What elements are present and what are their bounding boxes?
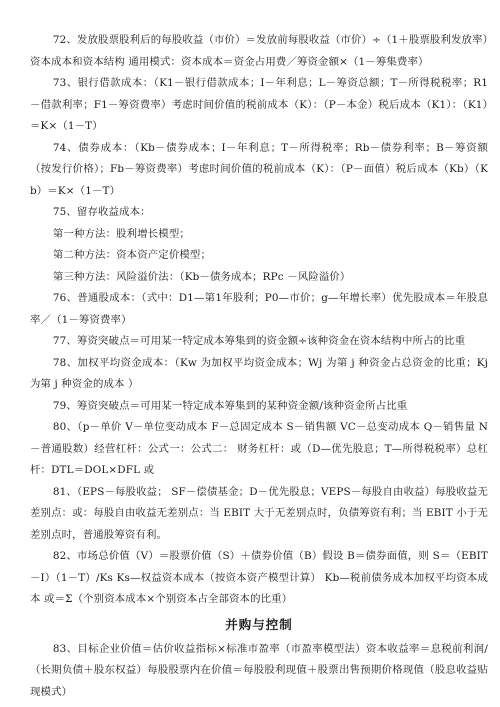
formula-item-76: 76、普通股成本：（式中：D1—第1年股利；P0—市价；g—年增长率）优先股成本＝年股息率／（1－筹资费率） — [30, 292, 488, 326]
document-page — [30, 30, 488, 703]
method-three: 第三种方法：风险溢价法：（Kb－债务成本；RPc －风险溢价） — [52, 270, 351, 283]
formula-item-72: 72、发放股票股利后的每股收益（市价）＝发放前每股收益（市价）÷（1＋股票股利发放率）资本成本和资本结构 通用模式：资本成本＝资金占用费／筹资金额×（1－筹集费率） — [30, 34, 488, 68]
method-one: 第一种方法：股利增长模型； — [52, 227, 190, 240]
formula-item-83: 83、目标企业价值＝估价收益指标×标准市盈率（市盈率模型法）资本收益率＝息税前利润/（长期负债＋股东权益）每股股票内在价值＝每股股利现值＋股票出售预期价格现值（股息收益贴现模式） — [30, 642, 488, 698]
formula-item-77: 77、筹资突破点＝可用某一特定成本筹集到的资金额÷该种资金在资本结构中所占的比重 — [52, 335, 466, 347]
formula-list — [30, 30, 488, 611]
formula-item-75: 75、留存收益成本： — [52, 206, 151, 218]
formula-item-79: 79、筹资突破点＝可用某一特定成本筹集到的某种资金额/该种资金所占比重 — [52, 399, 408, 412]
formula-item-78: 78、加权平均资金成本：（Kw 为加权平均资金成本；Wj 为第 j 种资金占总资金的比重；Kj 为第 j 种资金的成本 ） — [30, 356, 488, 390]
formula-item-80: 80、（p－单价 V－单位变动成本 F－总固定成本 S－销售额 VC－总变动成本 Q－销售量 N－普通股数）经营杠杆：公式一：公式二： 财务杠杆：或（D—优先股息；T—所得税税率）总杠杆：DTL＝DOL×DFL 或 — [30, 421, 488, 476]
formula-item-82: 82、市场总价值（V）＝股票价值（S）＋债券价值（B）假设 B＝债券面值，则 S＝（EBIT－I）（1－T）/Ks Ks—权益资本成本（按资本资产模型计算） Kb—税前债务成本加权平均资本成本 或＝Σ（个别资本成本×个别资本占全部资本的比重） — [30, 550, 488, 605]
formula-item-81: 81、（EPS－每股收益； SF－偿债基金；D－优先股息；VEPS－每股自由收益）每股收益无差别点：或：每股自由收益无差别点：当 EBIT 大于无差别点时，负债筹资有利；当 EBIT 小于无差别点时，普通股筹资有利。 — [30, 485, 488, 541]
tail-formula-list — [30, 639, 488, 704]
section-heading: 并购与控制 — [225, 616, 293, 632]
formula-item-73: 73、银行借款成本：（K1－银行借款成本；I－年利息；L－筹资总额；T－所得税税率；R1－借款利率；F1－筹资费率）考虑时间价值的税前成本（K）：（P－本金）税后成本（K1）：（K1）＝K×（1－T） — [30, 77, 488, 132]
method-two: 第二种方法：资本资产定价模型； — [52, 249, 211, 261]
formula-item-74: 74、债券成本：（Kb－债券成本；I－年利息；T－所得税率；Rb－债券利率；B－筹资额（按发行价格）；Fb－筹资费率）考虑时间价值的税前成本（K）：（P－面值）税后成本（Kb）（Kb）＝K×（1－T） — [30, 141, 488, 197]
